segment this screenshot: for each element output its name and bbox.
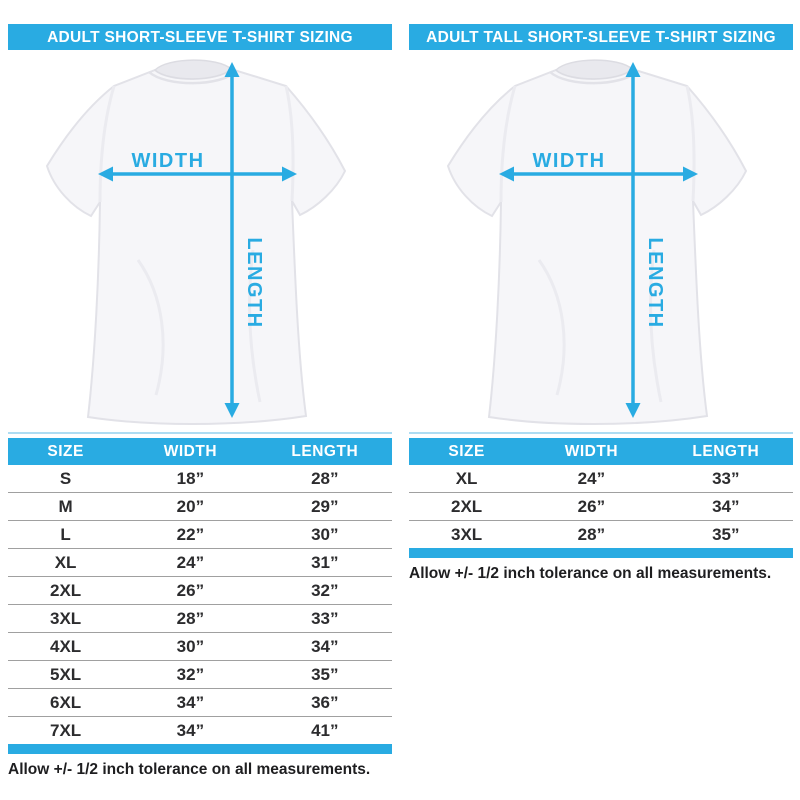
shirt-diagram-regular	[8, 50, 392, 432]
size-table-tall	[409, 438, 793, 548]
table-cell: 18”	[176, 468, 205, 488]
header-row	[409, 438, 793, 465]
column-header-length: LENGTH	[258, 438, 392, 465]
table-cell: 4XL	[8, 633, 123, 661]
table-cell: 33”	[258, 605, 392, 633]
table-cell: S	[59, 468, 72, 488]
size-table-body	[8, 465, 392, 744]
table-cell: 29”	[258, 493, 392, 521]
table-cell: 32”	[258, 577, 392, 605]
table-cell: 24”	[577, 468, 606, 488]
table-cell: M	[8, 493, 123, 521]
table-row	[409, 465, 793, 493]
column-header-size: SIZE	[8, 438, 123, 465]
table-cell: 34”	[659, 493, 793, 521]
table-row	[8, 549, 392, 577]
table-row	[8, 661, 392, 689]
table-cell: 35”	[258, 661, 392, 689]
table-cell: 26”	[123, 577, 257, 605]
column-header-width: WIDTH	[123, 438, 257, 465]
table-cell: 28”	[524, 521, 658, 549]
column-header-width: WIDTH	[524, 438, 658, 465]
panel-adult-regular	[8, 24, 392, 779]
table-cell: 34”	[258, 633, 392, 661]
size-table-body	[409, 465, 793, 548]
table-cell: XL	[455, 468, 478, 488]
table-cell: 30”	[258, 521, 392, 549]
table-row	[409, 521, 793, 549]
table-cell: 34”	[123, 717, 257, 745]
table-cell: 32”	[123, 661, 257, 689]
table-row	[8, 605, 392, 633]
table-cell: 2XL	[409, 493, 524, 521]
table-cell: XL	[8, 549, 123, 577]
panel-adult-tall	[409, 24, 793, 779]
table-cell: 33”	[712, 468, 740, 488]
table-row	[8, 521, 392, 549]
table-row	[8, 689, 392, 717]
table-top-rule	[409, 432, 793, 434]
table-cell: 7XL	[8, 717, 123, 745]
table-row	[8, 633, 392, 661]
table-cell: 3XL	[8, 605, 123, 633]
table-cell: 5XL	[8, 661, 123, 689]
table-cell: 34”	[123, 689, 257, 717]
table-row	[8, 493, 392, 521]
tolerance-note-tall: Allow +/- 1/2 inch tolerance on all measurements.	[409, 565, 772, 582]
table-cell: 41”	[258, 717, 392, 745]
table-row	[409, 493, 793, 521]
table-cell: 3XL	[409, 521, 524, 549]
length-label: LENGTH	[243, 237, 265, 329]
width-label: WIDTH	[532, 150, 606, 172]
table-cell: 20”	[123, 493, 257, 521]
table-cell: 28”	[311, 468, 339, 488]
table-cell: 26”	[524, 493, 658, 521]
table-cell: 31”	[258, 549, 392, 577]
panel-title-tall: ADULT TALL SHORT-SLEEVE T-SHIRT SIZING	[409, 24, 793, 50]
tshirt-illustration	[8, 50, 392, 432]
shirt-diagram-tall	[409, 50, 793, 432]
tolerance-note-regular: Allow +/- 1/2 inch tolerance on all measurements.	[8, 761, 371, 778]
size-table-regular	[8, 438, 392, 744]
table-cell: 24”	[123, 549, 257, 577]
table-row	[8, 577, 392, 605]
length-label: LENGTH	[644, 237, 666, 329]
table-row	[8, 717, 392, 745]
tshirt-illustration	[409, 50, 793, 432]
column-header-length: LENGTH	[659, 438, 793, 465]
tshirt-shape	[47, 69, 345, 424]
table-cell: 22”	[123, 521, 257, 549]
size-table-header	[8, 438, 392, 465]
panel-title-regular: ADULT SHORT-SLEEVE T-SHIRT SIZING	[8, 24, 392, 50]
table-cell: 36”	[258, 689, 392, 717]
table-cell: L	[8, 521, 123, 549]
table-row	[8, 465, 392, 493]
table-cell: 28”	[123, 605, 257, 633]
table-cell: 2XL	[8, 577, 123, 605]
header-row	[8, 438, 392, 465]
table-cell: 35”	[659, 521, 793, 549]
table-top-rule	[8, 432, 392, 434]
table-cell: 6XL	[8, 689, 123, 717]
size-table-header	[409, 438, 793, 465]
column-header-size: SIZE	[409, 438, 524, 465]
tshirt-shape	[448, 69, 746, 424]
width-label: WIDTH	[131, 150, 205, 172]
table-bottom-bar	[8, 744, 392, 754]
table-cell: 30”	[123, 633, 257, 661]
table-bottom-bar	[409, 548, 793, 558]
